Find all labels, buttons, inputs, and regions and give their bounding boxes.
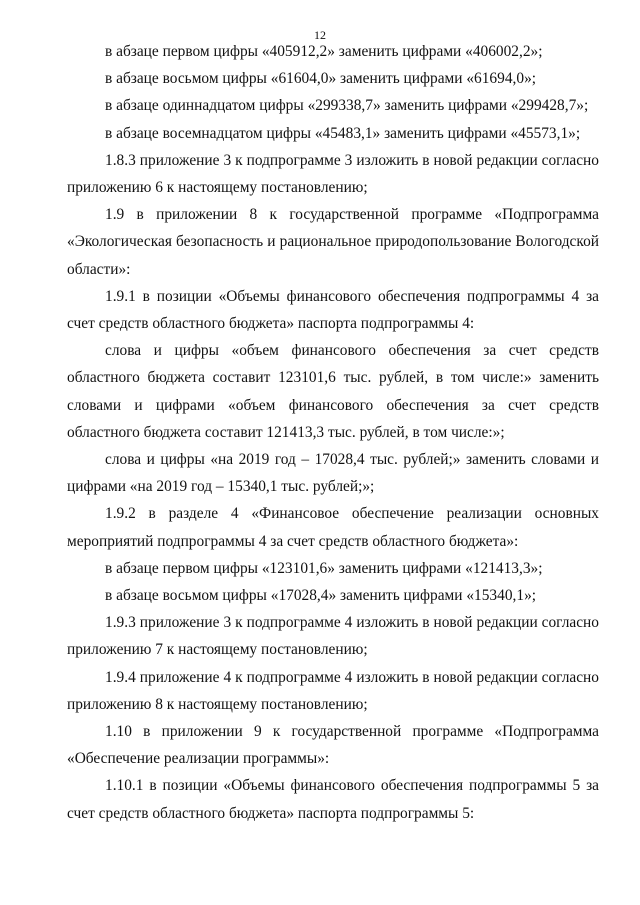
paragraph-1: в абзаце первом цифры «405912,2» заменить цифрами «406002,2»;	[105, 43, 543, 60]
paragraph-15: 1.10 в приложении 9 к государственной программе «Подпрограмма «Обеспечение реализации программы»:	[67, 723, 599, 768]
paragraph-7: 1.9.1 в позиции «Объемы финансового обеспечения подпрограммы 4 за счет средств областного бюджета» паспорта подпрограммы 4:	[67, 287, 599, 333]
paragraph-2: в абзаце восьмом цифры «61604,0» заменить цифрами «61694,0»;	[105, 70, 537, 88]
paragraph-10: 1.9.2 в разделе 4 «Финансовое обеспечение реализации основных мероприятий подпрограммы 4 за счет средств областного бюджета»:	[67, 505, 599, 550]
paragraph-6: 1.9 в приложении 8 к государственной программе «Подпрограмма «Экологическая безопасность и рациональное природопользование Вологодской области»:	[67, 206, 599, 278]
page-number: 12	[314, 28, 326, 42]
paragraph-13: 1.9.3 приложение 3 к подпрограмме 4 изложить в новой редакции согласно приложению 7 к настоящему постановлению;	[67, 614, 599, 659]
paragraph-16: 1.10.1 в позиции «Объемы финансового обеспечения подпрограммы 5 за счет средств областного бюджета» паспорта подпрограммы 5:	[67, 777, 599, 822]
paragraph-5: 1.8.3 приложение 3 к подпрограмме 3 изложить в новой редакции согласно приложению 6 к настоящему постановлению;	[67, 151, 599, 197]
document-body	[67, 38, 599, 827]
paragraph-11: в абзаце первом цифры «123101,6» заменить цифрами «121413,3»;	[105, 559, 543, 577]
paragraph-8: слова и цифры «объем финансового обеспечения за счет средств областного бюджета составит 123101,6 тыс. рублей, в том числе:» заменить словами и цифрами «объем финансового обеспечения за счет средств областного бюджета составит 121413,3 тыс. рублей, в том числе:»;	[67, 342, 599, 441]
paragraph-12: в абзаце восьмом цифры «17028,4» заменить цифрами «15340,1»;	[105, 587, 537, 605]
paragraph-3: в абзаце одиннадцатом цифры «299338,7» заменить цифрами «299428,7»;	[105, 97, 589, 115]
paragraph-14: 1.9.4 приложение 4 к подпрограмме 4 изложить в новой редакции согласно приложению 8 к настоящему постановлению;	[67, 668, 599, 713]
paragraph-4: в абзаце восемнадцатом цифры «45483,1» заменить цифрами «45573,1»;	[105, 124, 581, 142]
paragraph-9: слова и цифры «на 2019 год – 17028,4 тыс. рублей;» заменить словами и цифрами «на 2019 год – 15340,1 тыс. рублей;»;	[67, 451, 599, 496]
